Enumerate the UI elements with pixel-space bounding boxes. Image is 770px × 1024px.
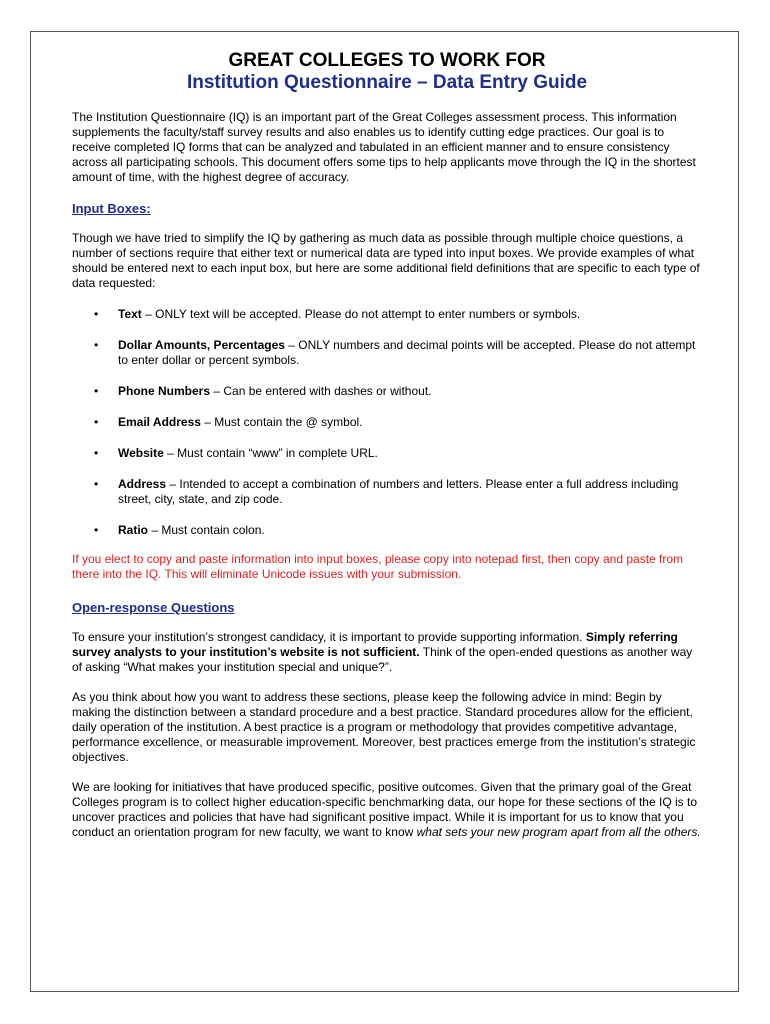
intro-paragraph: The Institution Questionnaire (IQ) is an important part of the Great Colleges assessment process. This information supplements the faculty/staff survey results and also enables us to identify cutting edge practices. Our goal is to receive completed IQ forms that can be analyzed and tabulated in an efficient manner and to ensure consistency across all participating schools. This document offers some tips to help applicants move through the IQ in the shortest amount of time, with the highest degree of accuracy. — [72, 110, 696, 184]
field-definitions-list — [72, 307, 702, 538]
open-response-heading: Open-response Questions — [72, 600, 235, 615]
list-item — [72, 446, 702, 461]
list-item — [72, 523, 702, 538]
input-boxes-description: Though we have tried to simplify the IQ by gathering as much data as possible through multiple choice questions, a number of sections require that either text or numerical data are typed into input boxes. We provide examples of what should be entered next to each input box, but here are some additional field definitions that are specific to each type of data requested: — [72, 231, 700, 290]
emphasis-text: what sets your new program apart from all the others. — [416, 825, 701, 839]
open-response-paragraph-1 — [72, 630, 702, 675]
open-response-paragraph-2: As you think about how you want to address these sections, please keep the following advice in mind: Begin by making the distinction between a standard procedure and a best practice. Standard procedures allow for the efficient, daily operation of the institution. A best practice is a program or methodology that provides competitive advantage, performance excellence, or measurable improvement. Moreover, best practices emerge from the institution’s strategic objectives. — [72, 690, 696, 764]
bullet-icon: • — [94, 415, 99, 429]
list-item — [72, 338, 702, 368]
field-term: Phone Numbers — [118, 384, 211, 398]
document-title: GREAT COLLEGES TO WORK FOR — [228, 50, 546, 71]
input-boxes-heading: Input Boxes: — [72, 201, 151, 216]
field-description: – ONLY numbers and decimal points will be accepted. Please do not attempt to enter dollar or percent symbols. — [118, 338, 696, 367]
bullet-icon: • — [94, 338, 99, 352]
open-response-paragraph-3 — [72, 780, 702, 840]
document-subtitle: Institution Questionnaire – Data Entry Guide — [186, 72, 588, 93]
list-item — [72, 384, 702, 399]
copy-paste-warning: If you elect to copy and paste information into input boxes, please copy into notepad first, then copy and paste from there into the IQ. This will eliminate Unicode issues with your submission. — [72, 552, 684, 581]
bullet-icon: • — [94, 477, 99, 491]
field-description: – Intended to accept a combination of numbers and letters. Please enter a full address including street, city, state, and zip code. — [118, 477, 679, 506]
field-term: Website — [118, 446, 164, 460]
field-description: – Must contain colon. — [148, 523, 265, 537]
field-description: – ONLY text will be accepted. Please do not attempt to enter numbers or symbols. — [141, 307, 581, 321]
field-term: Address — [118, 477, 167, 491]
list-item — [72, 477, 702, 507]
bullet-icon: • — [94, 446, 99, 460]
bullet-icon: • — [94, 384, 99, 398]
paragraph-text: We are looking for initiatives that have produced specific, positive outcomes. Given that the primary goal of the Great Colleges program is to collect higher education-specific benchmarking data, our hope for these sections of the IQ is to uncover practices and policies that have had significant positive impact. While it is important for us to know that you conduct an orientation program for new faculty, we want to know — [72, 780, 698, 839]
bullet-icon: • — [94, 523, 99, 537]
field-description: – Must contain “www” in complete URL. — [163, 446, 378, 460]
field-term: Text — [118, 307, 142, 321]
list-item — [72, 307, 702, 322]
field-term: Email Address — [118, 415, 201, 429]
document-body — [72, 50, 702, 840]
paragraph-text: To ensure your institution’s strongest candidacy, it is important to provide supporting information. — [72, 630, 586, 644]
paragraph-text: Think of the open-ended questions as another way of asking “What makes your institution special and unique?”. — [72, 645, 693, 674]
list-item — [72, 415, 702, 430]
field-description: – Must contain the @ symbol. — [200, 415, 363, 429]
field-term: Ratio — [118, 523, 148, 537]
bullet-icon: • — [94, 307, 99, 321]
emphasis-text: Simply referring survey analysts to your institution’s website is not sufficient. — [72, 630, 678, 659]
field-term: Dollar Amounts, Percentages — [118, 338, 285, 352]
field-description: – Can be entered with dashes or without. — [210, 384, 432, 398]
